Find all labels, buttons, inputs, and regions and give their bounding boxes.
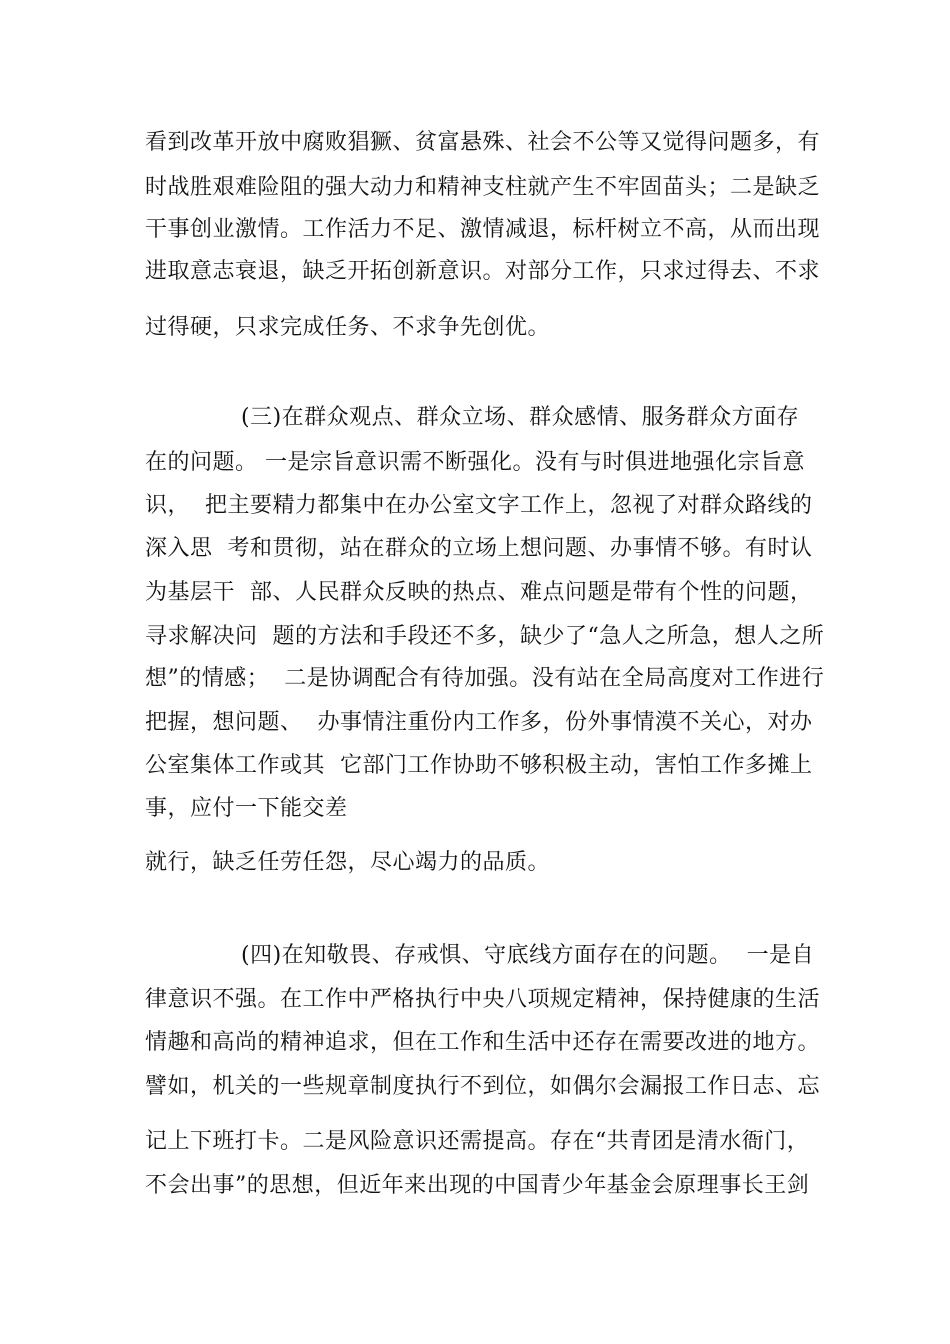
text-line: 把握，想问题、 办事情注重份内工作多，份外事情漠不关心，对办 [145, 710, 813, 735]
text-line: 寻求解决问 题的方法和手段还不多，缺少了“急人之所急，想人之所 [145, 624, 825, 649]
section-heading-line: (三)在群众观点、群众立场、群众感情、服务群众方面存 [241, 405, 800, 430]
text-line: 干事创业激情。工作活力不足、激情减退，标杆树立不高，从而出现 [145, 217, 821, 242]
text-line: 深入思 考和贯彻，站在群众的立场上想问题、办事情不够。有时认 [145, 536, 813, 561]
text-line: 看到改革开放中腐败猖獗、贫富悬殊、社会不公等又觉得问题多，有 [145, 130, 821, 155]
text-line: 事，应付一下能交差 [145, 796, 348, 821]
section-heading-line: (四)在知敬畏、存戒惧、守底线方面存在的问题。 一是自 [241, 943, 815, 968]
text-line: 为基层干 部、人民群众反映的热点、难点问题是带有个性的问题， [145, 580, 813, 605]
text-line: 过得硬，只求完成任务、不求争先创优。 [145, 315, 551, 340]
text-line: 在的问题。 一是宗旨意识需不断强化。没有与时俱进地强化宗旨意 [145, 450, 805, 475]
text-line: 记上下班打卡。二是风险意识还需提高。存在“共青团是清水衙门， [145, 1129, 810, 1154]
text-line: 就行，缺乏任劳任怨，尽心竭力的品质。 [145, 850, 551, 875]
text-line: 律意识不强。在工作中严格执行中央八项规定精神，保持健康的生活 [145, 987, 821, 1012]
text-line: 进取意志衰退，缺乏开拓创新意识。对部分工作，只求过得去、不求 [145, 259, 821, 284]
text-line: 不会出事”的思想，但近年来出现的中国青少年基金会原理事长王剑 [145, 1173, 810, 1198]
text-line: 时战胜艰难险阻的强大动力和精神支柱就产生不牢固苗头；二是缺乏 [145, 175, 821, 200]
text-line: 譬如，机关的一些规章制度执行不到位，如偶尔会漏报工作日志、忘 [145, 1074, 821, 1099]
text-line: 识， 把主要精力都集中在办公室文字工作上，忽视了对群众路线的 [145, 493, 813, 518]
text-line: 公室集体工作或其 它部门工作协助不够积极主动，害怕工作多摊上 [145, 753, 813, 778]
text-line: 想”的情感； 二是协调配合有待加强。没有站在全局高度对工作进行 [145, 666, 825, 691]
text-line: 情趣和高尚的精神追求，但在工作和生活中还存在需要改进的地方。 [145, 1030, 821, 1055]
